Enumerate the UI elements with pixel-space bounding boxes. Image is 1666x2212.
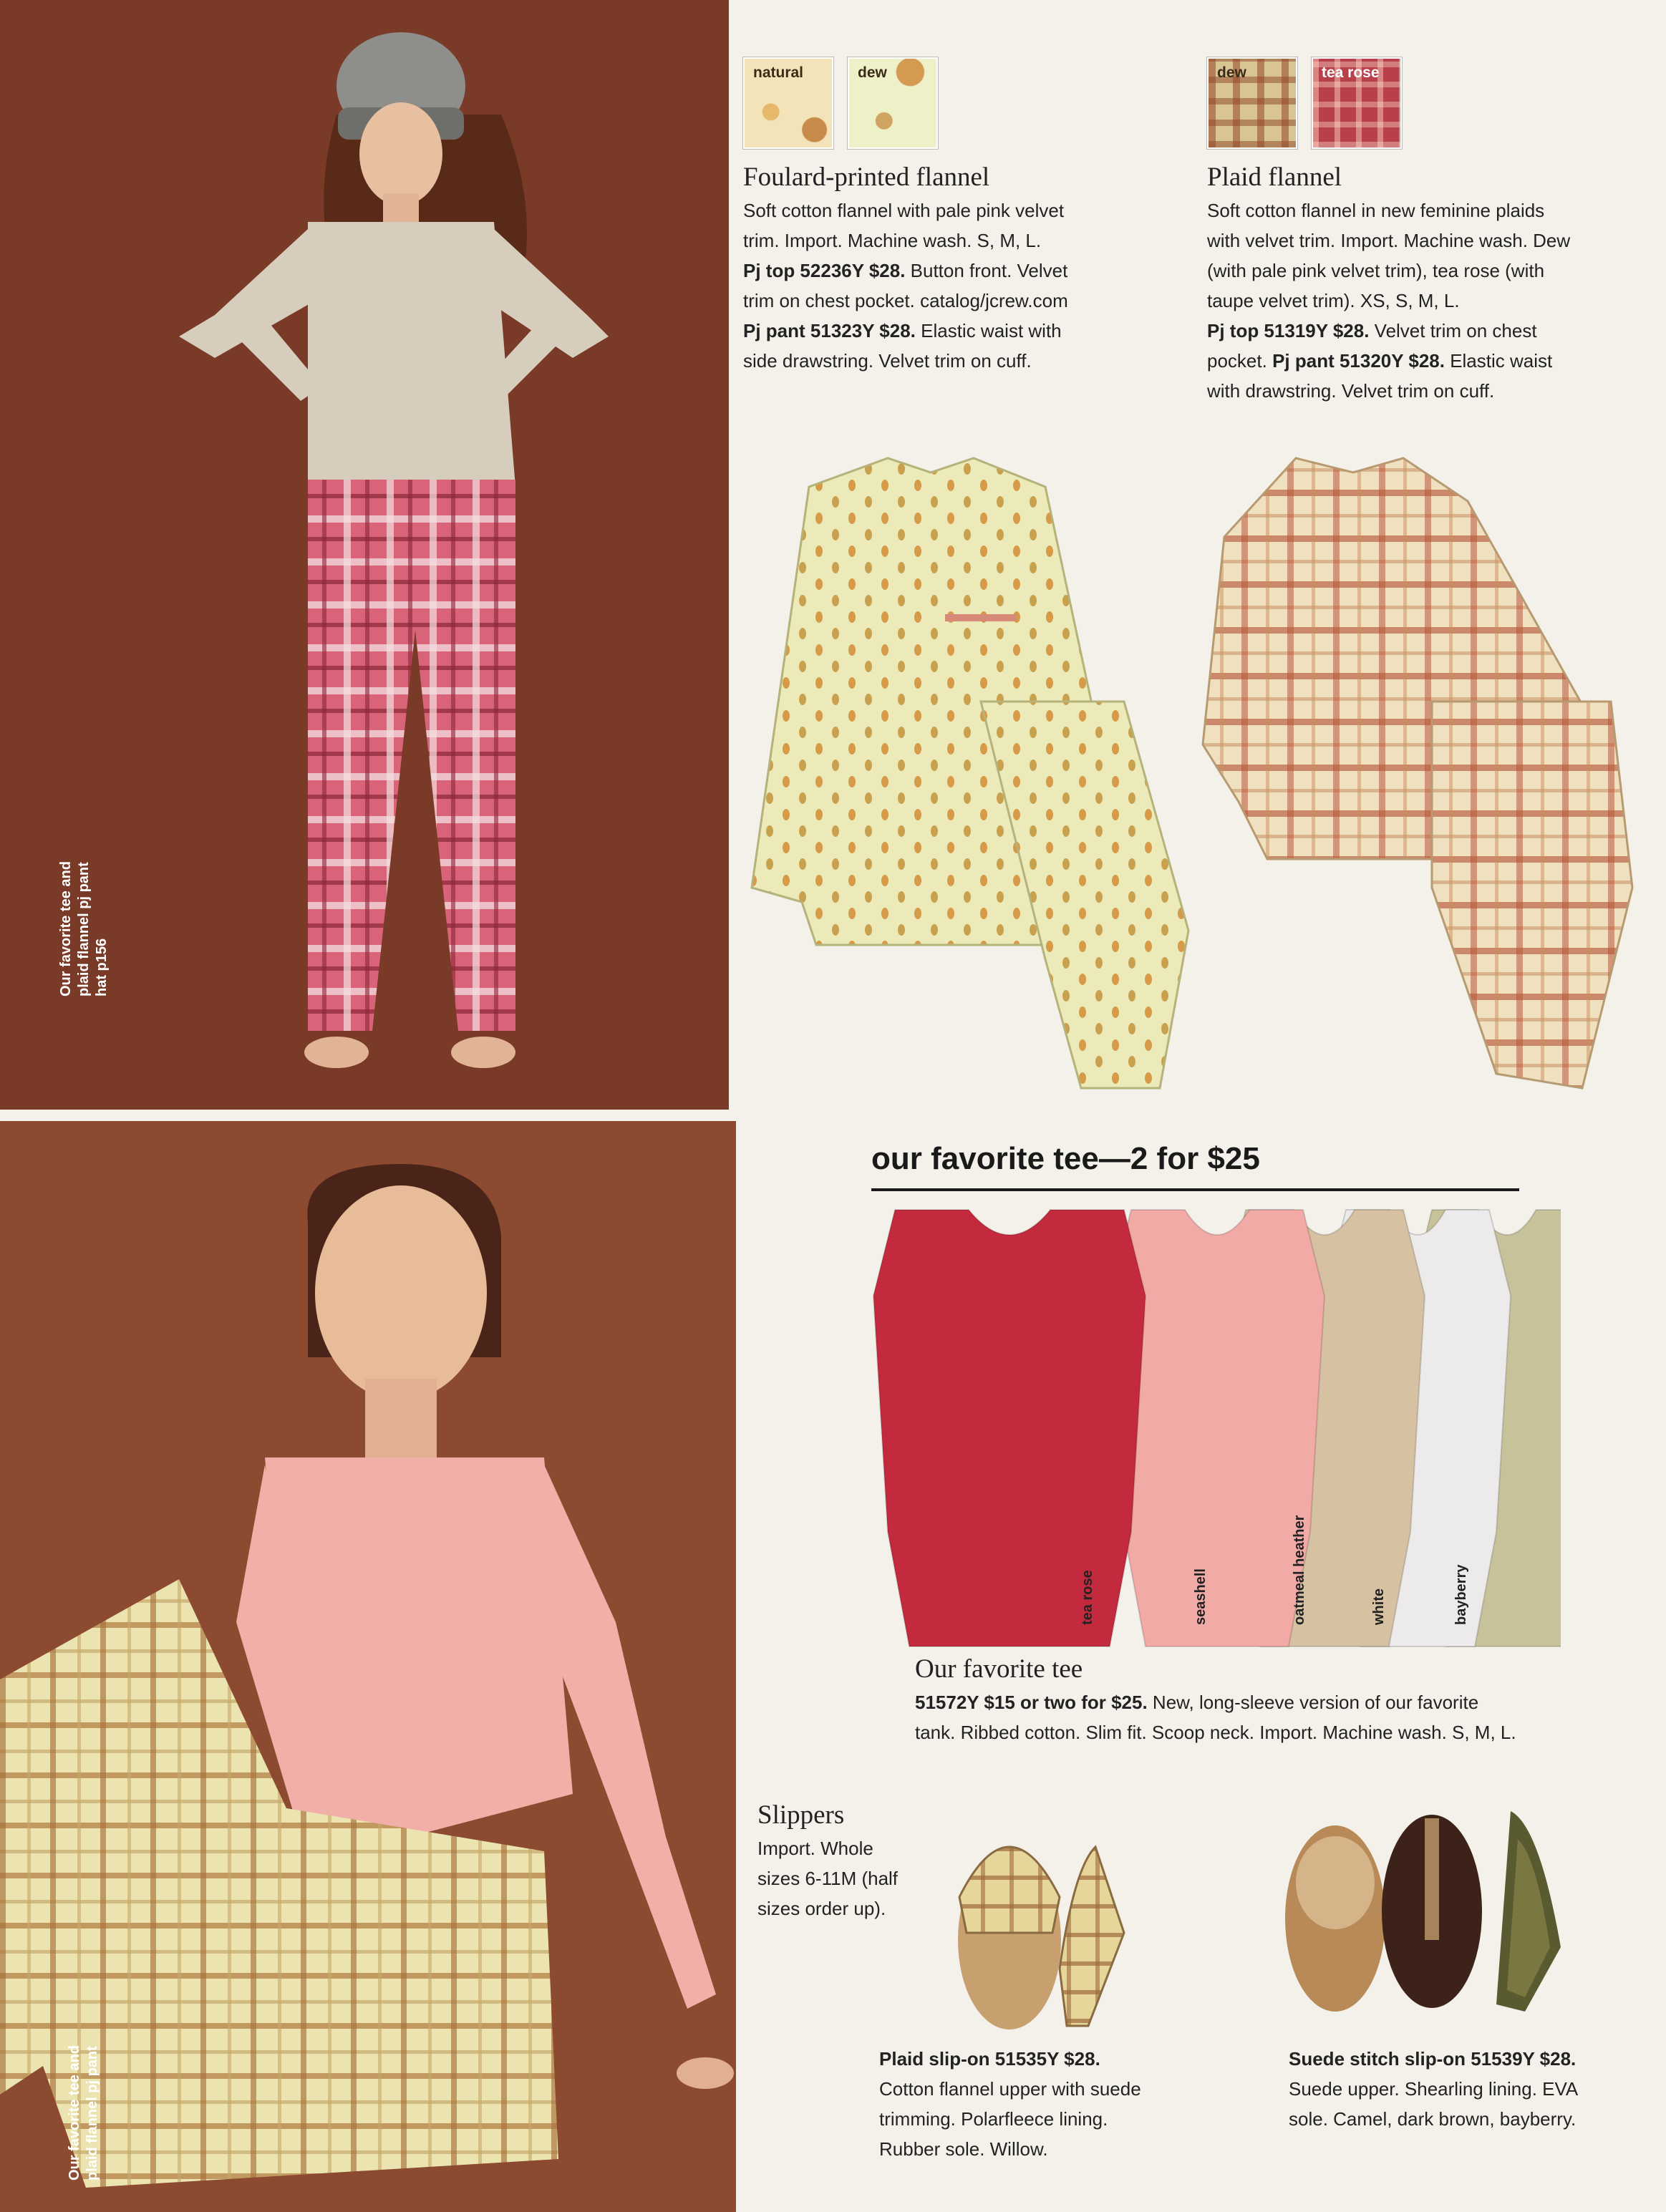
desc-line: [879, 2044, 1237, 2074]
swatch-dew-print[interactable]: [848, 57, 938, 149]
swatch-label: natural: [753, 64, 804, 81]
section-rule: [871, 1188, 1519, 1191]
desc-line: Suede upper. Shearling lining. EVA: [1289, 2078, 1579, 2100]
slippers-title: Slippers: [757, 1800, 845, 1830]
desc-line: with velvet trim. Import. Machine wash. Dew: [1207, 230, 1571, 251]
foulard-description: [743, 195, 1144, 376]
suede-slipper-image: [1282, 1797, 1568, 2026]
desc-line: [1207, 346, 1637, 376]
plaid-slipper-image: [952, 1790, 1131, 2033]
desc-line: sizes 6-11M (half: [757, 1868, 899, 1889]
model-photo-bottom: [0, 1121, 736, 2212]
swatch-label: dew: [858, 64, 887, 81]
tee-label-white: white: [1371, 1588, 1387, 1625]
tee-label-oatmeal-heather: oatmeal heather: [1292, 1515, 1307, 1625]
swatch-label: tea rose: [1322, 64, 1380, 81]
tee-label-tea-rose: tea rose: [1080, 1570, 1095, 1625]
swatch-dew-plaid[interactable]: [1207, 57, 1297, 149]
tee-description: [915, 1687, 1645, 1747]
desc-line: [1289, 2044, 1647, 2074]
desc-line: Cotton flannel upper with suede: [879, 2078, 1141, 2100]
plaid-slipon-label: Plaid slip-on 51535Y $28.: [879, 2048, 1100, 2070]
desc-line: [743, 256, 1144, 286]
suede-slipon-label: Suede stitch slip-on 51539Y $28.: [1289, 2048, 1577, 2070]
suede-slipon-description: [1289, 2044, 1647, 2134]
desc-line: [1207, 316, 1637, 346]
caption-line: Our favorite tee and: [58, 861, 74, 996]
desc-line: trim. Import. Machine wash. S, M, L.: [743, 230, 1042, 251]
swatch-natural[interactable]: [743, 57, 833, 149]
desc-line: trim on chest pocket. catalog/jcrew.com: [743, 290, 1068, 311]
caption-line: Our favorite tee and: [67, 2045, 82, 2181]
caption-top-photo: [57, 861, 111, 996]
desc-text: pocket.: [1207, 350, 1273, 372]
desc-text: New, long-sleeve version of our favorite: [1147, 1692, 1479, 1713]
section-heading-favorite-tee: our favorite tee—2 for $25: [871, 1141, 1260, 1176]
desc-text: Elastic waist: [1444, 350, 1553, 372]
desc-line: taupe velvet trim). XS, S, M, L.: [1207, 290, 1460, 311]
desc-line: side drawstring. Velvet trim on cuff.: [743, 350, 1032, 372]
pj-top-label: Pj top 51319Y $28.: [1207, 320, 1370, 341]
desc-line: Rubber sole. Willow.: [879, 2138, 1048, 2160]
caption-line: plaid flannel pj pant: [76, 862, 92, 996]
plaid-slipon-description: [879, 2044, 1237, 2164]
model-sitting-illustration: [0, 1121, 736, 2212]
desc-text: Velvet trim on chest: [1369, 320, 1537, 341]
slippers-intro: [757, 1833, 944, 1924]
pj-pant-label: Pj pant 51323Y $28.: [743, 320, 916, 341]
model-photo-top: [0, 0, 729, 1110]
foulard-title: Foulard-printed flannel: [743, 162, 990, 192]
desc-line: with drawstring. Velvet trim on cuff.: [1207, 380, 1495, 402]
swatch-tea-rose[interactable]: [1312, 57, 1402, 149]
foulard-pajama-image: [745, 444, 1217, 1117]
tee-price-label: 51572Y $15 or two for $25.: [915, 1692, 1148, 1713]
plaid-pajama-image: [1196, 444, 1647, 1117]
tee-title: Our favorite tee: [915, 1654, 1083, 1684]
plaid-description: [1207, 195, 1637, 406]
tee-label-seashell: seashell: [1193, 1568, 1209, 1625]
photo-divider: [0, 1110, 730, 1121]
desc-line: [915, 1687, 1645, 1717]
plaid-title: Plaid flannel: [1207, 162, 1342, 192]
caption-line: hat p156: [94, 938, 110, 996]
desc-line: Soft cotton flannel with pale pink velvet: [743, 200, 1065, 221]
caption-bottom-photo: [66, 2045, 102, 2181]
desc-line: tank. Ribbed cotton. Slim fit. Scoop neck. Import. Machine wash. S, M, L.: [915, 1722, 1516, 1743]
desc-text: Elastic waist with: [915, 320, 1062, 341]
desc-text: Button front. Velvet: [905, 260, 1068, 281]
desc-line: Soft cotton flannel in new feminine plaids: [1207, 200, 1545, 221]
desc-line: trimming. Polarfleece lining.: [879, 2108, 1108, 2130]
tee-label-bayberry: bayberry: [1453, 1564, 1469, 1625]
tee-tea-rose: [873, 1210, 1146, 1646]
desc-line: sizes order up).: [757, 1898, 886, 1919]
desc-line: [743, 316, 1144, 346]
swatch-label: dew: [1217, 64, 1246, 81]
pj-top-label: Pj top 52236Y $28.: [743, 260, 906, 281]
desc-line: Import. Whole: [757, 1838, 873, 1859]
desc-line: sole. Camel, dark brown, bayberry.: [1289, 2108, 1577, 2130]
pj-pant-label: Pj pant 51320Y $28.: [1272, 350, 1445, 372]
desc-line: (with pale pink velvet trim), tea rose (with: [1207, 260, 1545, 281]
caption-line: plaid flannel pj pant: [84, 2046, 100, 2181]
